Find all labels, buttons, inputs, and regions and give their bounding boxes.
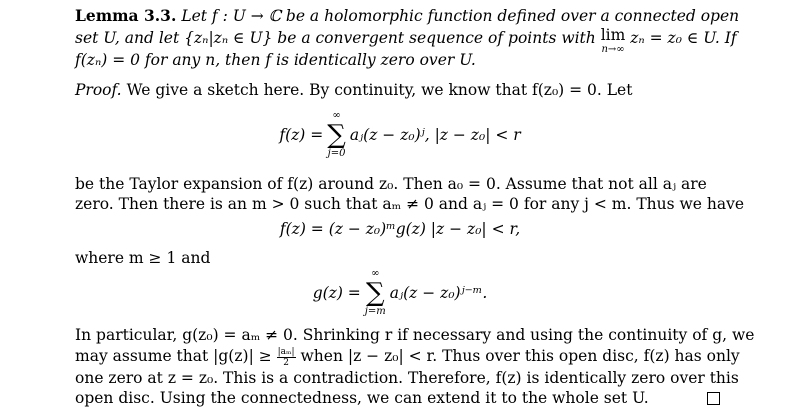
sum-lower: j=0 bbox=[327, 148, 346, 159]
limit-label: lim bbox=[600, 26, 626, 44]
fraction-denominator: 2 bbox=[283, 357, 289, 368]
proof-line-7: one zero at z = z₀. This is a contradiction. Therefore, f(z) is identically zero over this bbox=[75, 369, 739, 387]
summation-symbol: ∞ ∑ j=0 bbox=[327, 110, 346, 159]
proof-line-5: In particular, g(z₀) = aₘ ≠ 0. Shrinking r if necessary and using the continuity of g, we bbox=[75, 326, 755, 344]
proof-line-3: zero. Then there is an m > 0 such that aₘ ≠ 0 and aⱼ = 0 for any j < m. Thus we have bbox=[75, 195, 745, 213]
equation-g bbox=[0, 268, 800, 318]
sum2-lower: j=m bbox=[364, 306, 386, 317]
lemma-label: Lemma 3.3. bbox=[75, 6, 177, 25]
proof-line-1 bbox=[75, 80, 720, 100]
proof-line-2: be the Taylor expansion of f(z) around z₀. Then a₀ = 0. Assume that not all aⱼ are bbox=[75, 175, 707, 193]
proof-line-6 bbox=[75, 346, 740, 368]
eq3-right: aⱼ(z − z₀)ʲ⁻ᵐ. bbox=[389, 284, 488, 302]
equation-factor: f(z) = (z − z₀)ᵐg(z) |z − z₀| < r, bbox=[279, 220, 521, 238]
proof-text-6a: may assume that |g(z)| ≥ bbox=[75, 347, 272, 365]
lemma-text-2a: set U, and let {zₙ|zₙ ∈ U} be a convergent sequence of points with bbox=[75, 29, 596, 47]
proof-line-8: open disc. Using the connectedness, we can extend it to the whole set U. bbox=[75, 389, 649, 407]
proof-label: Proof. bbox=[75, 81, 122, 99]
fraction-numerator: |aₘ| bbox=[277, 346, 295, 357]
sum2-upper: ∞ bbox=[371, 268, 380, 279]
lemma-line-1 bbox=[75, 6, 740, 26]
sum-upper: ∞ bbox=[332, 110, 341, 121]
eq3-left: g(z) = bbox=[312, 284, 361, 302]
proof-text-1: We give a sketch here. By continuity, we know that f(z₀) = 0. Let bbox=[126, 81, 633, 99]
limit-subscript: n→∞ bbox=[601, 43, 625, 55]
proof-line-4: where m ≥ 1 and bbox=[75, 249, 211, 267]
eq1-left: f(z) = bbox=[279, 126, 324, 144]
eq1-right: aⱼ(z − z₀)ʲ, |z − z₀| < r bbox=[349, 126, 521, 144]
lemma-line-3: f(zₙ) = 0 for any n, then f is identically zero over U. bbox=[75, 51, 476, 69]
qed-square-icon bbox=[707, 392, 720, 405]
lemma-text-1: Let f : U → ℂ be a holomorphic function defined over a connected open bbox=[181, 7, 740, 25]
lemma-text-2b: zₙ = z₀ ∈ U. If bbox=[630, 29, 737, 47]
equation-taylor bbox=[0, 110, 800, 160]
fraction-am-over-2 bbox=[277, 347, 296, 368]
proof-text-6b: when |z − z₀| < r. Thus over this open disc, f(z) has only bbox=[300, 347, 740, 365]
summation-symbol-2: ∞ ∑ j=m bbox=[364, 268, 386, 317]
